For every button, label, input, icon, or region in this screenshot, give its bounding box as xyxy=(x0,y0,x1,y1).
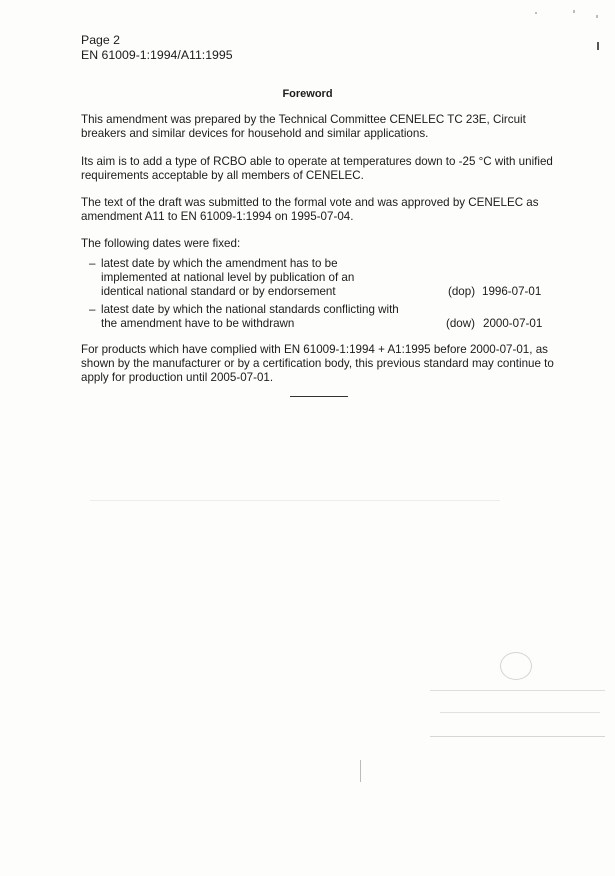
list-dash: – xyxy=(89,257,96,270)
bleed-through-line xyxy=(360,760,361,782)
bleed-through-line xyxy=(430,690,605,691)
scan-speck xyxy=(573,10,575,13)
paragraph-draft: The text of the draft was submitted to the formal vote and was approved by CENELEC as amendment A11 to EN 61009-1:1994 on 1995-07-04. xyxy=(81,196,539,223)
paragraph-committee: This amendment was prepared by the Technical Committee CENELEC TC 23E, Circuit breakers and similar devices for household and similar applications. xyxy=(81,113,526,140)
foreword-title: Foreword xyxy=(282,88,333,100)
scan-speck xyxy=(535,12,537,14)
paragraph-aim: Its aim is to add a type of RCBO able to operate at temperatures down to -25 °C with unified requirements acceptable by all members of CENELEC. xyxy=(81,155,553,182)
dow-abbreviation: (dow) xyxy=(446,317,475,330)
paragraph-transition: For products which have complied with EN 61009-1:1994 + A1:1995 before 2000-07-01, as shown by the manufacturer or by a certification body, this previous standard may continue to apply for production until 2005-07-01. xyxy=(81,343,554,384)
date-item-text: latest date by which the national standards conflicting with the amendment have to be withdrawn xyxy=(101,303,399,330)
bleed-through-line xyxy=(440,712,600,713)
closing-rule xyxy=(290,396,348,397)
bleed-through-line xyxy=(430,736,605,737)
dow-date: 2000-07-01 xyxy=(483,317,543,330)
page-number: Page 2 xyxy=(81,33,120,47)
scan-speck xyxy=(596,15,598,18)
list-dash: – xyxy=(89,303,96,316)
dop-date: 1996-07-01 xyxy=(482,285,542,298)
scan-speck xyxy=(597,42,599,50)
standard-reference: EN 61009-1:1994/A11:1995 xyxy=(81,48,233,62)
seal-icon xyxy=(500,652,532,680)
bleed-through-line xyxy=(90,500,500,501)
dop-abbreviation: (dop) xyxy=(448,285,476,298)
page-header xyxy=(81,33,233,63)
paragraph-dates-intro: The following dates were fixed: xyxy=(81,237,241,250)
date-item-text: latest date by which the amendment has to be implemented at national level by publication of an identical national standard or by endorsement xyxy=(101,257,355,298)
